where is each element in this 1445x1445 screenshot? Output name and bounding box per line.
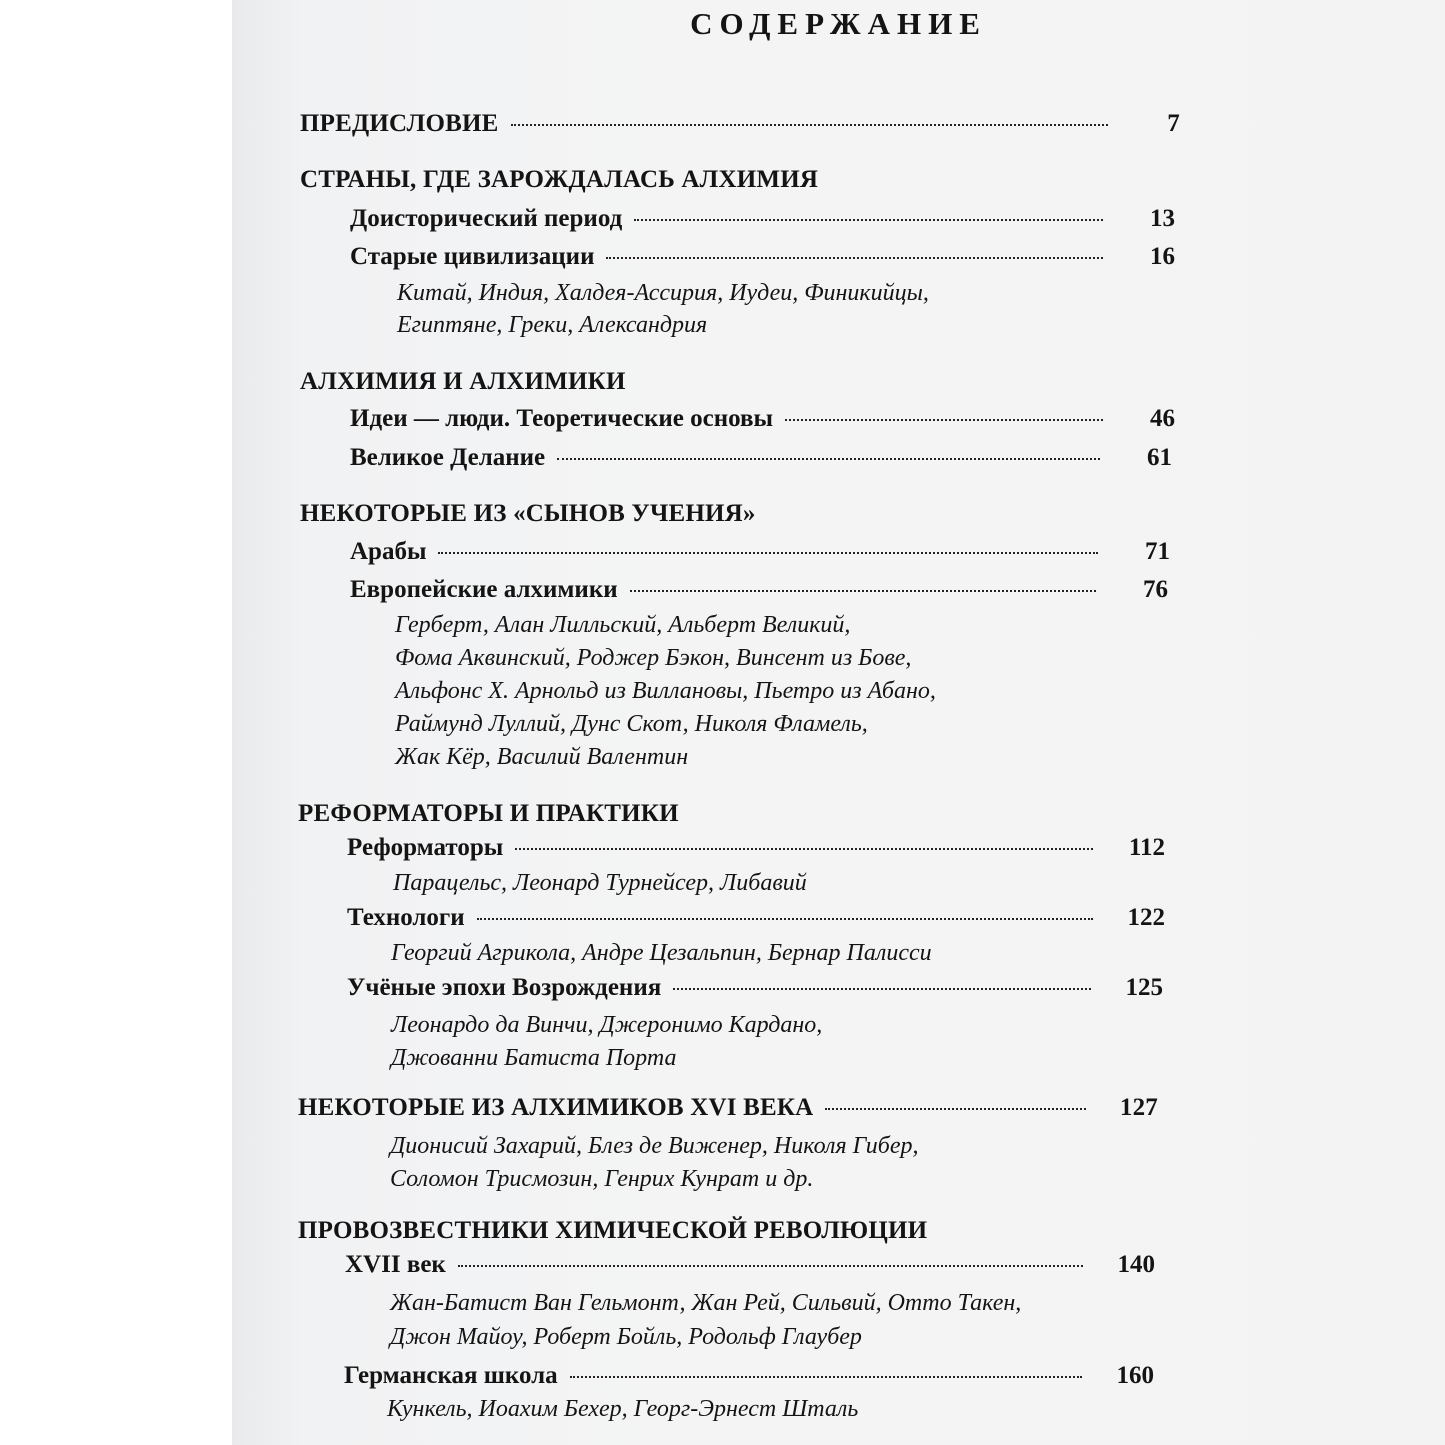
page-title: СОДЕРЖАНИЕ <box>690 6 987 41</box>
entry-detail: Джон Майоу, Роберт Бойль, Родольф Глаубер <box>390 1324 862 1350</box>
entry-detail: Альфонс Х. Арнольд из Виллановы, Пьетро из Абано, <box>395 678 936 704</box>
section-heading: ПРОВОЗВЕСТНИКИ ХИМИЧЕСКОЙ РЕВОЛЮЦИИ <box>298 1217 928 1244</box>
book-page <box>232 0 1445 1445</box>
toc-entry <box>347 974 1163 1002</box>
toc-entry-label: Германская школа <box>344 1362 558 1389</box>
section-heading: АЛХИМИЯ И АЛХИМИКИ <box>300 368 626 395</box>
entry-detail: Китай, Индия, Халдея-Ассирия, Иудеи, Финикийцы, <box>397 280 929 306</box>
toc-entry-label: Арабы <box>350 538 427 565</box>
toc-entry-label: XVII век <box>345 1251 446 1278</box>
toc-entry <box>350 538 1170 566</box>
entry-detail: Джованни Батиста Порта <box>391 1045 677 1071</box>
section-heading: НЕКОТОРЫЕ ИЗ «СЫНОВ УЧЕНИЯ» <box>300 500 756 527</box>
section-heading: СТРАНЫ, ГДЕ ЗАРОЖДАЛАСЬ АЛХИМИЯ <box>300 166 819 193</box>
toc-entry-page: 140 <box>1117 1251 1155 1278</box>
toc-entry-label: Идеи — люди. Теоретические основы <box>350 405 773 432</box>
toc-entry-page: 112 <box>1128 834 1165 861</box>
toc-entry <box>344 1362 1154 1390</box>
entry-detail: Египтяне, Греки, Александрия <box>397 312 708 338</box>
leader-dots <box>515 848 1093 850</box>
toc-entry-label: ПРЕДИСЛОВИЕ <box>300 110 499 137</box>
leader-dots <box>785 419 1103 421</box>
leader-dots <box>557 458 1100 460</box>
toc-entry <box>350 243 1175 271</box>
leader-dots <box>630 590 1096 592</box>
toc-entry-label: Технологи <box>347 904 465 931</box>
entry-detail: Дионисий Захарий, Блез де Виженер, Николя Гибер, <box>390 1133 919 1159</box>
leader-dots <box>825 1108 1086 1110</box>
toc-entry-label: Европейские алхимики <box>350 576 618 603</box>
toc-entry-page: 160 <box>1116 1362 1154 1389</box>
leader-dots <box>477 918 1093 920</box>
entry-detail: Соломон Трисмозин, Генрих Кунрат и др. <box>390 1166 814 1192</box>
toc-entry-page: 46 <box>1150 405 1175 432</box>
section-heading: РЕФОРМАТОРЫ И ПРАКТИКИ <box>298 800 679 827</box>
toc-entry-section <box>298 1094 1158 1122</box>
entry-detail: Раймунд Луллий, Дунс Скот, Николя Фламель, <box>395 711 868 737</box>
leader-dots <box>606 257 1103 259</box>
toc-entry-page: 71 <box>1145 538 1170 565</box>
section-heading: НЕКОТОРЫЕ ИЗ АЛХИМИКОВ XVI ВЕКА <box>298 1094 814 1121</box>
leader-dots <box>438 552 1098 554</box>
entry-detail: Фома Аквинский, Роджер Бэкон, Винсент из Бове, <box>395 645 912 671</box>
toc-entry-label: Учёные эпохи Возрождения <box>347 974 662 1001</box>
toc-entry <box>350 205 1175 233</box>
toc-entry <box>347 834 1165 862</box>
toc-entry-preface <box>300 110 1180 138</box>
toc-entry-label: Великое Делание <box>350 444 546 471</box>
toc-entry-page: 7 <box>1167 110 1180 137</box>
toc-entry-label: Доисторический период <box>350 205 623 232</box>
toc-entry <box>350 405 1175 433</box>
leader-dots <box>570 1376 1082 1378</box>
entry-detail: Леонардо да Винчи, Джеронимо Кардано, <box>391 1012 823 1038</box>
toc-entry-page: 125 <box>1125 974 1163 1001</box>
leader-dots <box>458 1265 1083 1267</box>
entry-detail: Кункель, Иоахим Бехер, Георг-Эрнест Шталь <box>387 1396 859 1422</box>
leader-dots <box>511 124 1108 126</box>
entry-detail: Жак Кёр, Василий Валентин <box>395 744 689 770</box>
toc-entry-label: Старые цивилизации <box>350 243 595 270</box>
toc-entry <box>350 576 1168 604</box>
entry-detail: Георгий Агрикола, Андре Цезальпин, Бернар Палисси <box>391 940 932 966</box>
toc-entry-page: 16 <box>1150 243 1175 270</box>
toc-entry-page: 13 <box>1150 205 1175 232</box>
toc-entry <box>345 1251 1155 1279</box>
toc-entry-page: 122 <box>1127 904 1165 931</box>
toc-entry-label: Реформаторы <box>347 834 504 861</box>
leader-dots <box>673 988 1091 990</box>
entry-detail: Парацельс, Леонард Турнейсер, Либавий <box>393 870 807 896</box>
toc-entry-page: 61 <box>1147 444 1172 471</box>
entry-detail: Жан-Батист Ван Гельмонт, Жан Рей, Сильвий, Отто Такен, <box>390 1290 1022 1316</box>
entry-detail: Герберт, Алан Лилльский, Альберт Великий, <box>395 612 851 638</box>
leader-dots <box>634 219 1103 221</box>
toc-entry <box>350 444 1172 472</box>
toc-entry <box>347 904 1165 932</box>
toc-entry-page: 127 <box>1119 1094 1158 1121</box>
toc-entry-page: 76 <box>1143 576 1168 603</box>
